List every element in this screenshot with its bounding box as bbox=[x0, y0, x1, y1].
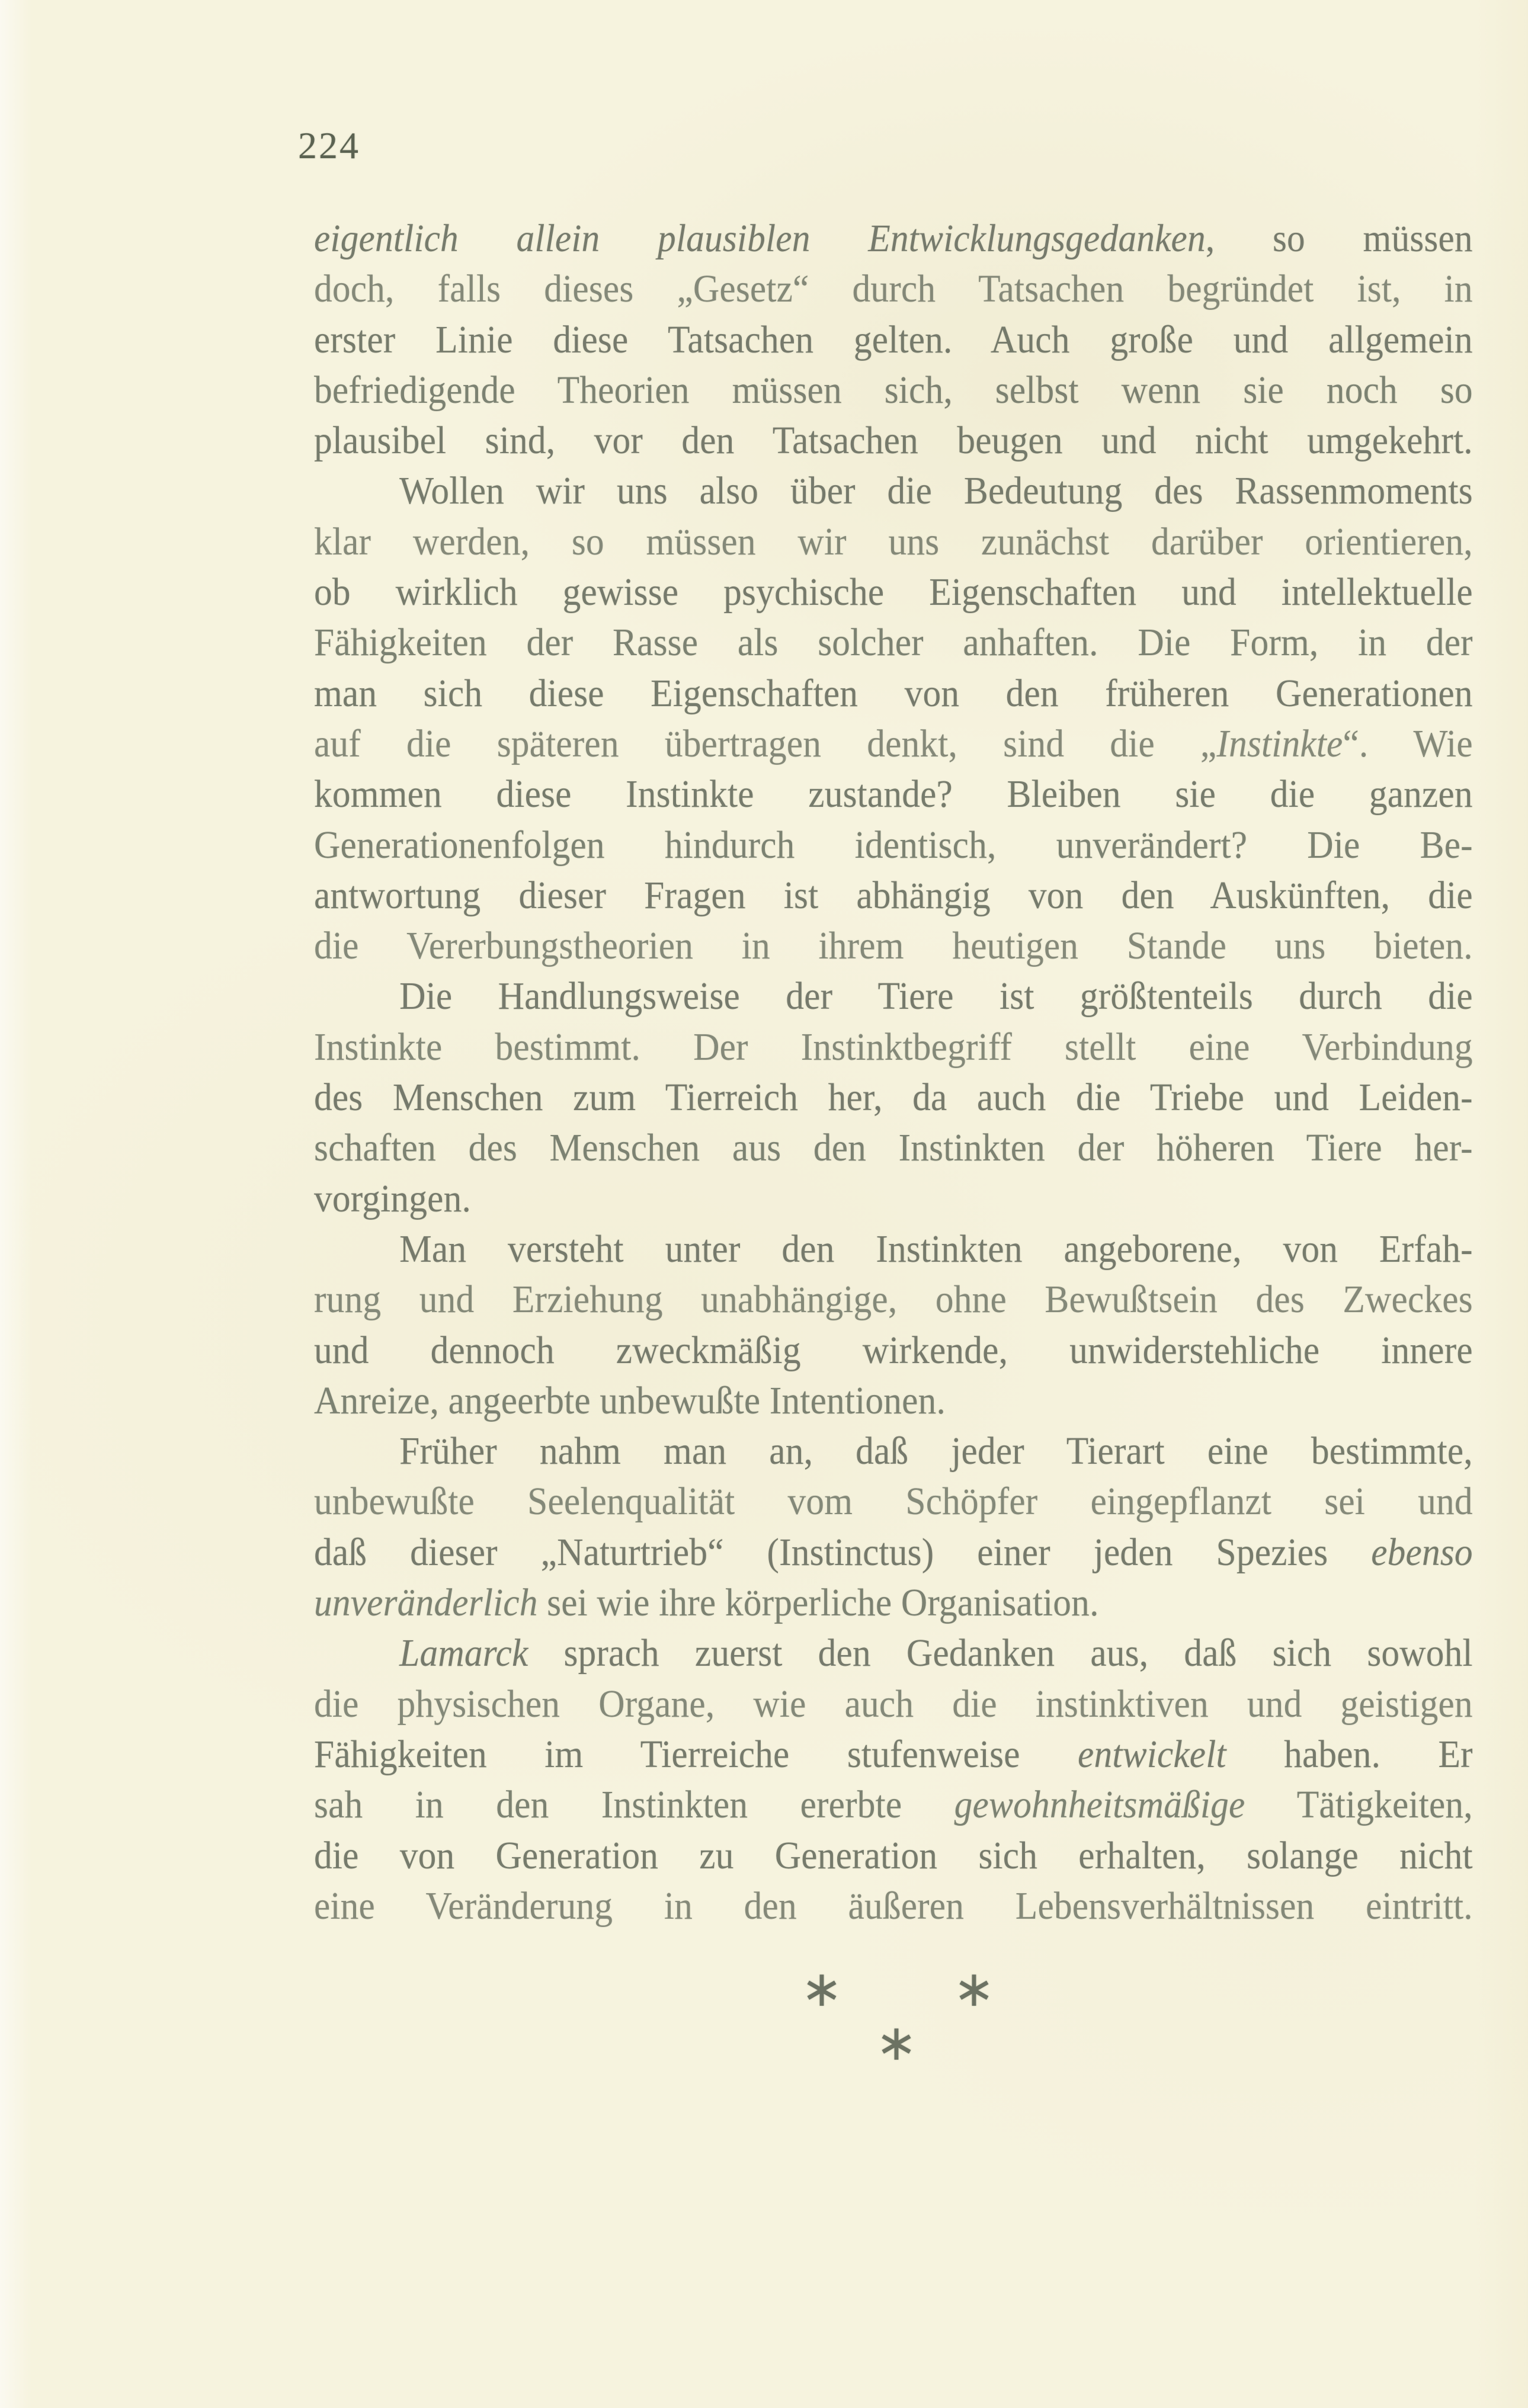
page-number: 224 bbox=[298, 124, 360, 166]
text-run: man sich diese Eigenschaften von den früheren Generationen bbox=[314, 671, 1473, 715]
text-line bbox=[314, 517, 1473, 567]
text-run: sah in den Instinkten ererbte bbox=[314, 1783, 954, 1827]
text-run: Früher nahm man an, daß jeder Tierart eine bestimmte, bbox=[399, 1429, 1473, 1473]
text-run: klar werden, so müssen wir uns zunächst darüber orientieren, bbox=[314, 520, 1473, 563]
text-run: kommen diese Instinkte zustande? Bleiben sie die ganzen bbox=[314, 772, 1473, 816]
text-line bbox=[314, 567, 1473, 617]
paragraph bbox=[314, 971, 1473, 1223]
text-run: “. Wie bbox=[1343, 722, 1473, 765]
text-run: sprach zuerst den Gedanken aus, daß sich sowohl bbox=[528, 1631, 1473, 1675]
text-line bbox=[314, 617, 1473, 668]
italic-text-run: entwickelt bbox=[1078, 1732, 1226, 1776]
italic-text-run: Instinkte bbox=[1216, 722, 1343, 765]
text-run: Tätigkeiten, bbox=[1245, 1783, 1473, 1827]
text-run: antwortung dieser Fragen ist abhängig von den Auskünften, die bbox=[314, 873, 1473, 917]
text-line bbox=[314, 1224, 1473, 1274]
text-run: schaften des Menschen aus den Instinkten der höheren Tiere her- bbox=[314, 1126, 1473, 1170]
text-line bbox=[314, 466, 1473, 516]
text-run: , so müssen bbox=[1205, 217, 1473, 260]
text-line bbox=[314, 1173, 1473, 1224]
text-line bbox=[314, 1830, 1473, 1881]
asterisk-ornament-left: ∗ bbox=[800, 1960, 843, 2018]
text-line bbox=[314, 971, 1473, 1021]
text-line bbox=[314, 1325, 1473, 1375]
italic-text-run: eigentlich allein plausiblen Entwicklungsgedanken bbox=[314, 217, 1206, 260]
text-run: plausibel sind, vor den Tatsachen beugen und nicht umgekehrt. bbox=[314, 419, 1473, 463]
text-line bbox=[314, 315, 1473, 365]
text-line bbox=[314, 1476, 1473, 1527]
text-run: Wollen wir uns also über die Bedeutung des Rassenmoments bbox=[399, 469, 1473, 513]
text-line bbox=[314, 1779, 1473, 1830]
paragraph bbox=[314, 466, 1473, 971]
paragraph bbox=[314, 1224, 1473, 1426]
asterisk-ornament-bottom: ∗ bbox=[875, 2013, 918, 2072]
text-run: eine Veränderung in den äußeren Lebensverhältnissen eintritt. bbox=[314, 1884, 1473, 1928]
text-line bbox=[314, 1679, 1473, 1729]
text-line bbox=[314, 1022, 1473, 1072]
text-run: Anreize, angeerbte unbewußte Intentionen. bbox=[314, 1378, 946, 1422]
text-run: Die Handlungsweise der Tiere ist größtenteils durch die bbox=[399, 974, 1473, 1018]
text-line bbox=[314, 415, 1473, 466]
text-line bbox=[314, 264, 1473, 314]
text-line bbox=[314, 1375, 1473, 1426]
text-line bbox=[314, 1123, 1473, 1173]
text-line bbox=[314, 365, 1473, 415]
text-run: unbewußte Seelenqualität vom Schöpfer eingepflanzt sei und bbox=[314, 1480, 1473, 1524]
italic-text-run: unveränderlich bbox=[314, 1581, 538, 1625]
text-run: Fähigkeiten der Rasse als solcher anhaften. Die Form, in der bbox=[314, 621, 1473, 665]
text-line bbox=[314, 1072, 1473, 1123]
text-line bbox=[314, 1628, 1473, 1678]
text-line bbox=[314, 820, 1473, 870]
text-run: die physischen Organe, wie auch die instinktiven und geistigen bbox=[314, 1682, 1473, 1726]
text-run: die von Generation zu Generation sich erhalten, solange nicht bbox=[314, 1833, 1473, 1877]
asterisk-ornament-right: ∗ bbox=[953, 1960, 995, 2018]
text-run: ob wirklich gewisse psychische Eigenschaften und intellektuelle bbox=[314, 570, 1473, 614]
text-line bbox=[314, 719, 1473, 769]
paragraph bbox=[314, 213, 1473, 466]
text-run: und dennoch zweckmäßig wirkende, unwiderstehliche innere bbox=[314, 1328, 1473, 1372]
text-line bbox=[314, 1527, 1473, 1577]
text-run: vorgingen. bbox=[314, 1176, 471, 1220]
text-run: Instinkte bestimmt. Der Instinktbegriff stellt eine Verbindung bbox=[314, 1025, 1473, 1069]
text-line bbox=[314, 1881, 1473, 1931]
text-run: daß dieser „Naturtrieb“ (Instinctus) einer jeden Spezies bbox=[314, 1530, 1372, 1574]
text-run: die Vererbungstheorien in ihrem heutigen Stande uns bieten. bbox=[314, 924, 1473, 968]
text-line bbox=[314, 1729, 1473, 1779]
text-run: Generationenfolgen hindurch identisch, unverändert? Die Be- bbox=[314, 823, 1473, 867]
text-line bbox=[314, 870, 1473, 921]
text-run: haben. Er bbox=[1226, 1732, 1473, 1776]
text-line bbox=[314, 1426, 1473, 1476]
text-run: doch, falls dieses „Gesetz“ durch Tatsachen begründet ist, in bbox=[314, 267, 1473, 311]
text-block bbox=[314, 213, 1473, 1931]
text-run: befriedigende Theorien müssen sich, selbst wenn sie noch so bbox=[314, 368, 1473, 412]
italic-text-run: ebenso bbox=[1371, 1530, 1473, 1574]
text-line bbox=[314, 668, 1473, 719]
text-run: Fähigkeiten im Tierreiche stufenweise bbox=[314, 1732, 1078, 1776]
paragraph bbox=[314, 1628, 1473, 1931]
text-line bbox=[314, 921, 1473, 971]
text-run: erster Linie diese Tatsachen gelten. Auch große und allgemein bbox=[314, 318, 1473, 361]
paragraph bbox=[314, 1426, 1473, 1628]
text-line bbox=[314, 769, 1473, 819]
text-run: Man versteht unter den Instinkten angeborene, von Erfah- bbox=[399, 1227, 1473, 1271]
text-run: des Menschen zum Tierreich her, da auch die Triebe und Leiden- bbox=[314, 1076, 1473, 1120]
text-line bbox=[314, 213, 1473, 264]
italic-text-run: gewohnheitsmäßige bbox=[954, 1783, 1245, 1827]
text-run: rung und Erziehung unabhängige, ohne Bewußtsein des Zweckes bbox=[314, 1278, 1473, 1322]
text-run: sei wie ihre körperliche Organisation. bbox=[537, 1581, 1099, 1625]
italic-text-run: Lamarck bbox=[399, 1631, 528, 1675]
text-run: auf die späteren übertragen denkt, sind die „ bbox=[314, 722, 1217, 765]
text-line bbox=[314, 1274, 1473, 1325]
text-line bbox=[314, 1577, 1473, 1628]
